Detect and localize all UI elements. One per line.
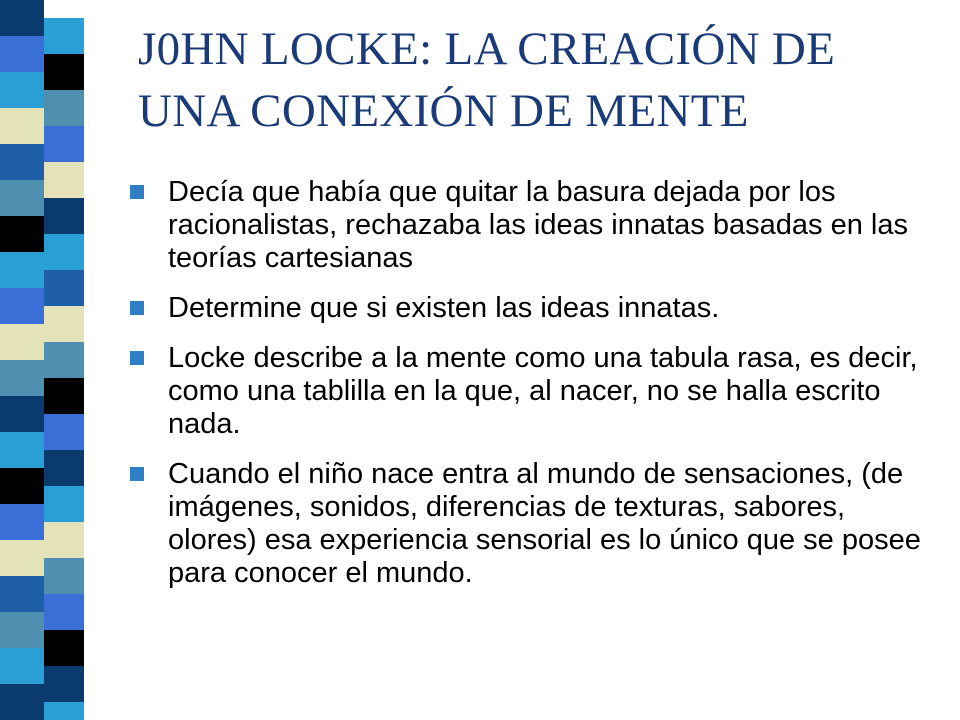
stripe-block	[44, 54, 88, 90]
square-bullet-icon	[130, 467, 144, 481]
stripe-block	[44, 90, 88, 126]
stripe-divider	[84, 0, 88, 720]
stripe-block	[44, 270, 88, 306]
stripe-block	[44, 234, 88, 270]
stripe-block	[0, 144, 44, 180]
stripe-block	[44, 342, 88, 378]
stripe-block	[44, 594, 88, 630]
title-line-2: UNA CONEXIÓN DE MENTE	[138, 85, 749, 137]
bullet-list	[130, 176, 930, 607]
stripe-block	[0, 648, 44, 684]
square-bullet-icon	[130, 301, 144, 315]
stripe-block	[0, 468, 44, 504]
stripe-block	[0, 504, 44, 540]
bullet-item	[130, 292, 930, 325]
square-bullet-icon	[130, 185, 144, 199]
bullet-item	[130, 176, 930, 275]
stripe-block	[0, 0, 44, 36]
bullet-text: Determine que si existen las ideas innatas.	[168, 292, 720, 324]
stripe-block	[0, 360, 44, 396]
slide-title	[138, 18, 938, 142]
stripe-block	[44, 162, 88, 198]
stripe-block	[0, 72, 44, 108]
stripe-block	[44, 306, 88, 342]
stripe-block	[0, 432, 44, 468]
stripe-block	[0, 684, 44, 720]
stripe-block	[44, 558, 88, 594]
stripe-block	[44, 666, 88, 702]
stripe-block	[44, 126, 88, 162]
stripe-block	[0, 180, 44, 216]
stripe-block	[0, 108, 44, 144]
stripe-block	[0, 252, 44, 288]
stripe-block	[44, 702, 88, 720]
bullet-text: Cuando el niño nace entra al mundo de sensaciones, (de imágenes, sonidos, diferencias de texturas, sabores, olores) esa experiencia sensorial es lo único que se posee para conocer el mundo.	[168, 458, 921, 589]
bullet-text: Locke describe a la mente como una tabula rasa, es decir, como una tablilla en la que, al nacer, no se halla escrito nada.	[168, 342, 918, 440]
title-line-1: J0HN LOCKE: LA CREACIÓN DE	[138, 23, 836, 75]
stripe-block	[44, 378, 88, 414]
square-bullet-icon	[130, 351, 144, 365]
stripe-block	[44, 450, 88, 486]
stripe-block	[44, 486, 88, 522]
stripe-block	[44, 630, 88, 666]
stripe-block	[0, 576, 44, 612]
stripe-block	[0, 216, 44, 252]
stripe-block	[44, 198, 88, 234]
bullet-item	[130, 458, 930, 590]
stripe-block	[44, 414, 88, 450]
stripe-block	[0, 612, 44, 648]
bullet-item	[130, 342, 930, 441]
decorative-stripe-bar	[0, 0, 108, 720]
stripe-block	[0, 36, 44, 72]
bullet-text: Decía que había que quitar la basura dejada por los racionalistas, rechazaba las ideas innatas basadas en las teorías cartesianas	[168, 176, 908, 274]
stripe-block	[0, 288, 44, 324]
stripe-block	[44, 522, 88, 558]
stripe-block	[44, 18, 88, 54]
stripe-block	[0, 540, 44, 576]
stripe-block	[0, 396, 44, 432]
stripe-block	[0, 324, 44, 360]
